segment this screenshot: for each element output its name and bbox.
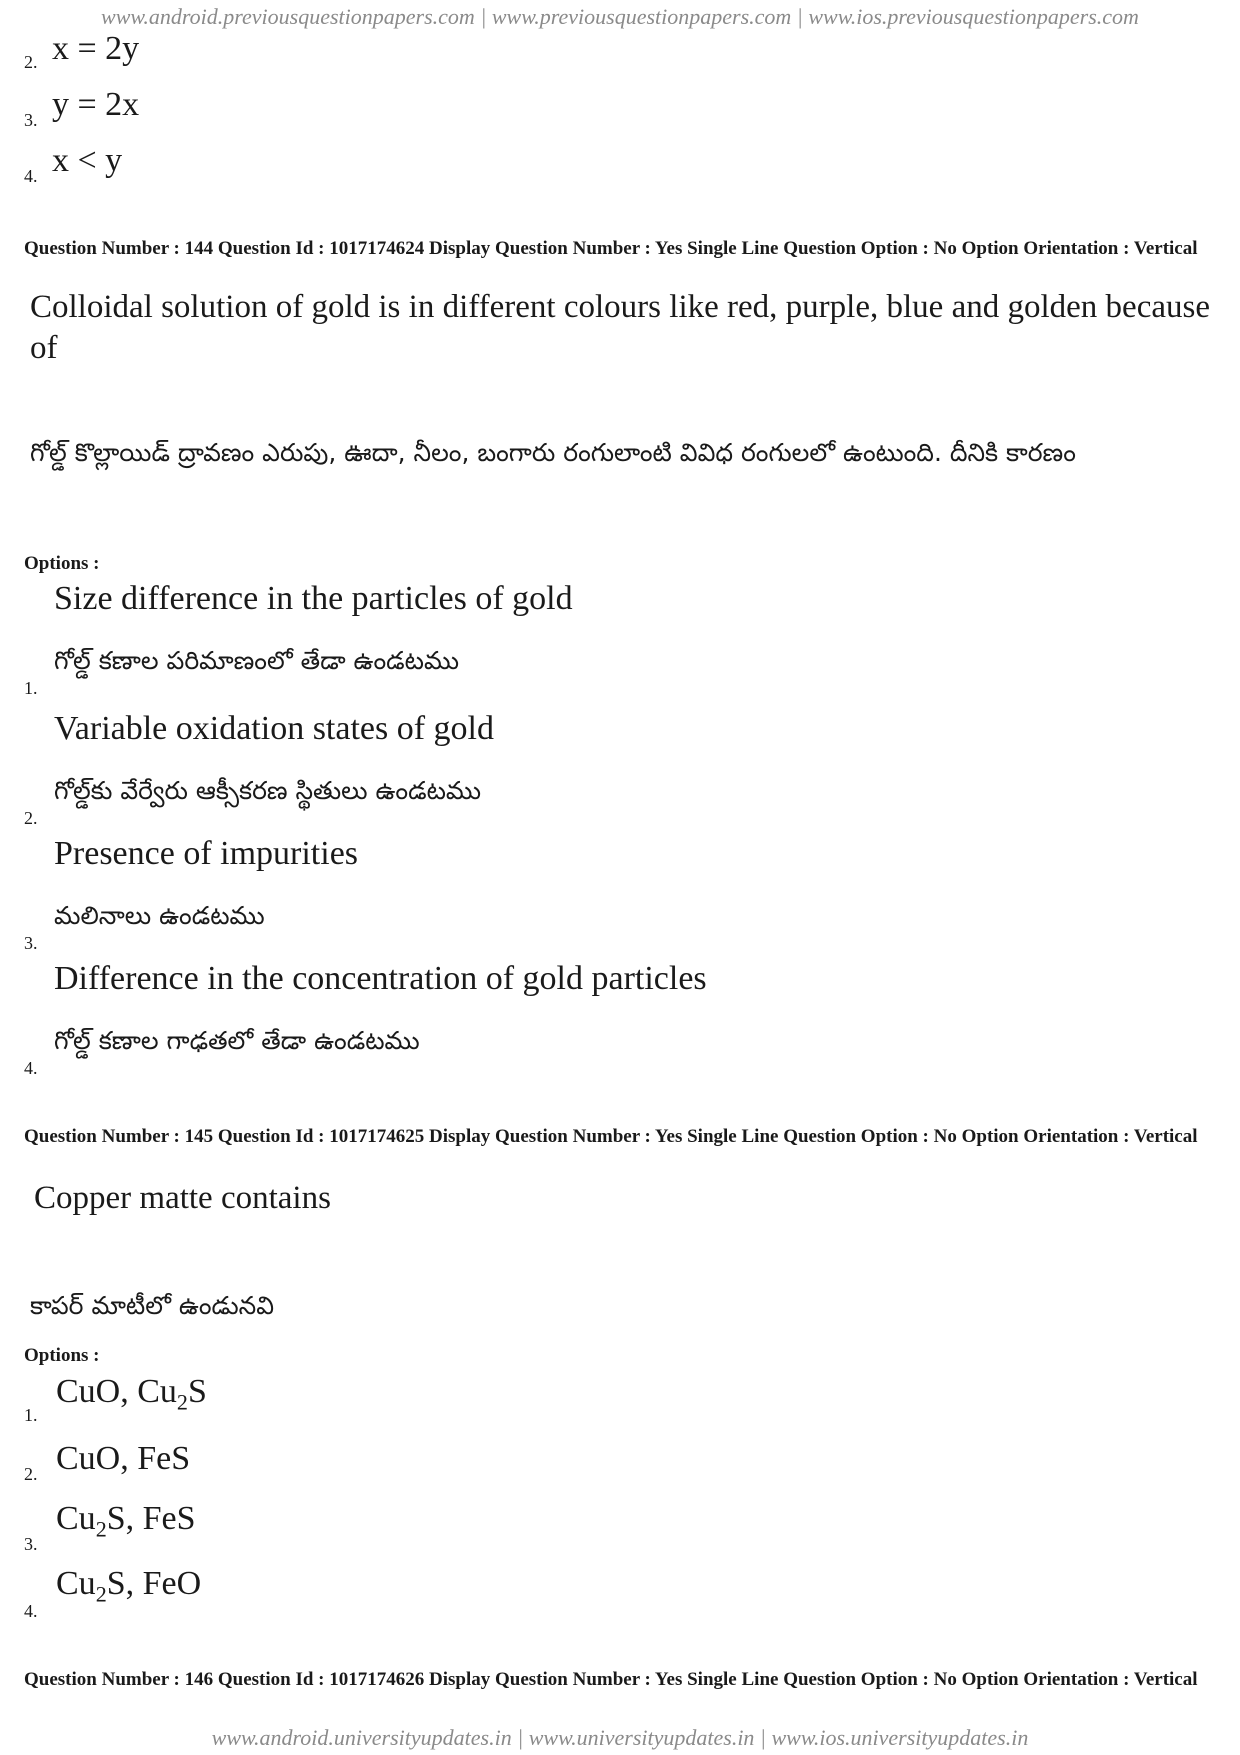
question-text-english: Colloidal solution of gold is in different colours like red, purple, blue and golden because of [30,289,1210,366]
formula-part: S, FeO [106,1565,202,1602]
option-text-english: Size difference in the particles of gold [54,580,573,617]
q144-option-3 [24,835,1214,955]
option-number: 3. [24,933,38,953]
prev-option-3 [24,86,1214,136]
option-number: 4. [24,1058,38,1078]
q144-option-1 [24,580,1214,700]
option-number: 3. [24,110,38,130]
formula-subscript: 2 [95,1581,107,1607]
question-text-telugu: కాపర్ మాటీలో ఉండునవి [30,1291,274,1320]
formula-subscript: 2 [176,1389,188,1415]
option-formula [56,1565,201,1608]
option-text-telugu: గోల్డ్ కణాల పరిమాణంలో తేడా ఉండటము [54,646,460,675]
question-text-english: Copper matte contains [34,1180,331,1216]
option-text-english: Presence of impurities [54,835,359,872]
option-number: 4. [24,166,38,186]
option-number: 3. [24,1534,38,1554]
watermark-bottom: www.android.universityupdates.in | www.universityupdates.in | www.ios.universityupdates.in [211,1725,1029,1750]
option-text-telugu: గోల్డ్ కణాల గాఢతలో తేడా ఉండటము [54,1026,420,1055]
option-number: 2. [24,1464,38,1484]
q145-option-2 [24,1440,1214,1496]
q145-option-4 [24,1565,1214,1621]
formula-part: S, FeS [106,1500,196,1537]
option-number: 2. [24,52,38,72]
option-text: x < y [52,142,123,179]
formula-part: S [187,1373,207,1410]
option-number: 4. [24,1601,38,1621]
option-text-english: Variable oxidation states of gold [54,710,495,747]
option-text-english: Difference in the concentration of gold particles [54,960,707,997]
question-text-telugu: గోల్డ్ కొల్లాయిడ్ ద్రావణం ఎరుపు, ఊదా, నీలం, బంగారు రంగులాంటి వివిధ రంగులలో ఉంటుంది. దీనికి కారణం [30,438,1076,467]
q145-option-3 [24,1500,1214,1556]
option-formula [56,1500,196,1543]
option-formula [56,1373,207,1416]
question-meta: Question Number : 144 Question Id : 1017174624 Display Question Number : Yes Single Line Question Option : No Option Orientation : Vertical [24,238,1198,259]
option-number: 2. [24,808,38,828]
prev-option-2 [24,30,1214,80]
option-number: 1. [24,1405,38,1425]
option-text-telugu: గోల్డ్‌కు వేర్వేరు ఆక్సీకరణ స్థితులు ఉండటము [54,776,481,805]
formula-part: CuO, Cu [56,1373,177,1410]
formula-subscript: 2 [95,1516,107,1542]
prev-option-4 [24,142,1214,192]
watermark-top: www.android.previousquestionpapers.com | www.previousquestionpapers.com | www.ios.previousquestionpapers.com [101,4,1139,29]
q144-option-4 [24,960,1214,1080]
formula-part: Cu [56,1500,96,1537]
q144-option-2 [24,710,1214,830]
question-meta: Question Number : 145 Question Id : 1017174625 Display Question Number : Yes Single Line Question Option : No Option Orientation : Vertical [24,1126,1198,1147]
option-formula: CuO, FeS [56,1440,191,1477]
option-text: x = 2y [52,30,140,67]
question-meta: Question Number : 146 Question Id : 1017174626 Display Question Number : Yes Single Line Question Option : No Option Orientation : Vertical [24,1669,1198,1690]
q145-option-1 [24,1373,1214,1429]
options-label: Options : [24,1345,100,1366]
option-number: 1. [24,678,38,698]
option-text-telugu: మలినాలు ఉండటము [54,901,265,930]
option-text: y = 2x [52,86,140,123]
options-label: Options : [24,553,100,574]
formula-part: Cu [56,1565,96,1602]
